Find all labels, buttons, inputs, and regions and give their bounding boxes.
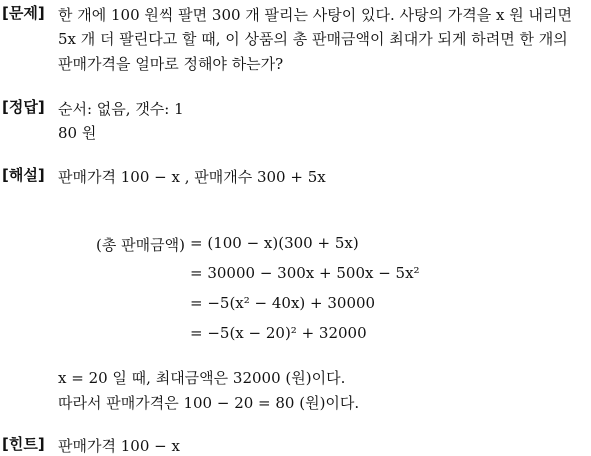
conclusion-line-2: 따라서 판매가격은 100 − 20 = 80 (원)이다. <box>58 394 360 412</box>
problem-tag: [문제] <box>2 4 45 22</box>
conclusion-line-1: x = 20 일 때, 최대금액은 32000 (원)이다. <box>58 369 346 387</box>
equation-row-2: = 30000 − 300x + 500x − 5x² <box>190 264 420 282</box>
hint-tag: [힌트] <box>2 435 45 453</box>
equation-row-1: = (100 − x)(300 + 5x) <box>190 234 359 252</box>
answer-line-1: 순서: 없음, 갯수: 1 <box>58 100 184 118</box>
solution-tag: [해설] <box>2 166 45 184</box>
solution-intro: 판매가격 100 − x , 판매개수 300 + 5x <box>58 168 326 186</box>
answer-line-2: 80 원 <box>58 124 97 142</box>
problem-line-1: 한 개에 100 원씩 팔면 300 개 팔리는 사탕이 있다. 사탕의 가격을 x 원 내리면 <box>58 6 572 24</box>
equation-row-4: = −5(x − 20)² + 32000 <box>190 324 367 342</box>
answer-tag: [정답] <box>2 98 45 116</box>
problem-line-3: 판매가격을 얼마로 정해야 하는가? <box>58 55 284 73</box>
equation-lhs: (총 판매금액) <box>96 236 185 254</box>
hint-text: 판매가격 100 − x <box>58 437 180 455</box>
equation-row-3: = −5(x² − 40x) + 30000 <box>190 294 376 312</box>
problem-line-2: 5x 개 더 팔린다고 할 때, 이 상품의 총 판매금액이 최대가 되게 하려면 한 개의 <box>58 30 568 48</box>
